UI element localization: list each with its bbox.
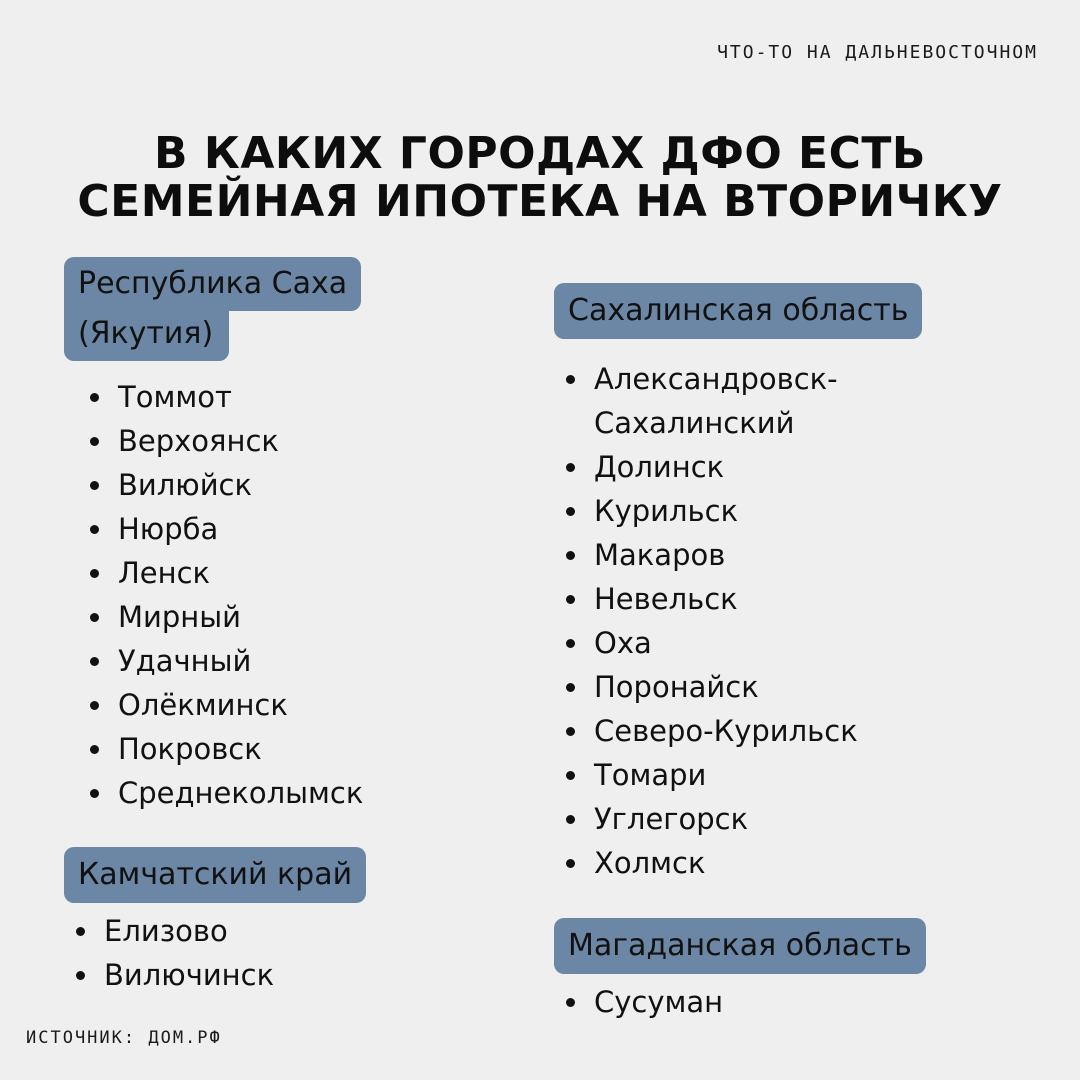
city-list-item: Среднеколымск — [78, 771, 363, 815]
region-sakhalin-badge: Сахалинская область — [554, 283, 922, 339]
page-title-line-1: В КАКИХ ГОРОДАХ ДФО ЕСТЬ — [154, 128, 926, 179]
region-sakha-city-list — [78, 375, 363, 815]
city-list-item: Томмот — [78, 375, 363, 419]
region-sakha-name-line-1: Республика Саха — [64, 257, 361, 311]
city-list-item: Томари — [554, 753, 934, 797]
region-sakhalin-city-list — [554, 357, 934, 885]
city-list-item: Северо-Курильск — [554, 709, 934, 753]
city-list-item: Холмск — [554, 841, 934, 885]
city-list-item: Углегорск — [554, 797, 934, 841]
city-list-item: Курильск — [554, 489, 934, 533]
city-list-item: Верхоянск — [78, 419, 363, 463]
city-list-item: Оха — [554, 621, 934, 665]
region-sakha-badge — [64, 257, 361, 361]
brand-label: ЧТО-ТО НА ДАЛЬНЕВОСТОЧНОМ — [717, 42, 1038, 63]
city-list-item: Удачный — [78, 639, 363, 683]
region-sakhalin — [554, 283, 934, 885]
city-list-item: Поронайск — [554, 665, 934, 709]
region-magadan-city-list — [554, 980, 926, 1024]
source-note: ИСТОЧНИК: ДОМ.РФ — [26, 1028, 222, 1048]
city-list-item: Макаров — [554, 533, 934, 577]
city-list-item: Олёкминск — [78, 683, 363, 727]
city-list-item: Елизово — [64, 909, 366, 953]
city-list-item: Вилючинск — [64, 953, 366, 997]
city-list-item: Ленск — [78, 551, 363, 595]
region-sakha-name-line-2: (Якутия) — [64, 311, 229, 361]
city-list-item: Долинск — [554, 445, 934, 489]
region-sakha — [64, 257, 363, 815]
region-magadan — [554, 918, 926, 1024]
city-list-item: Невельск — [554, 577, 934, 621]
city-list-item: Мирный — [78, 595, 363, 639]
city-list-item: Покровск — [78, 727, 363, 771]
region-magadan-badge: Магаданская область — [554, 918, 926, 974]
city-list-item: Вилюйск — [78, 463, 363, 507]
region-kamchatka-badge: Камчатский край — [64, 847, 366, 903]
city-list-item: Александровск-Сахалинский — [554, 357, 934, 445]
city-list-item: Сусуман — [554, 980, 926, 1024]
region-kamchatka — [64, 847, 366, 997]
city-list-item: Нюрба — [78, 507, 363, 551]
page-title-line-2: СЕМЕЙНАЯ ИПОТЕКА НА ВТОРИЧКУ — [77, 176, 1003, 227]
region-kamchatka-city-list — [64, 909, 366, 997]
page-title — [0, 130, 1080, 226]
